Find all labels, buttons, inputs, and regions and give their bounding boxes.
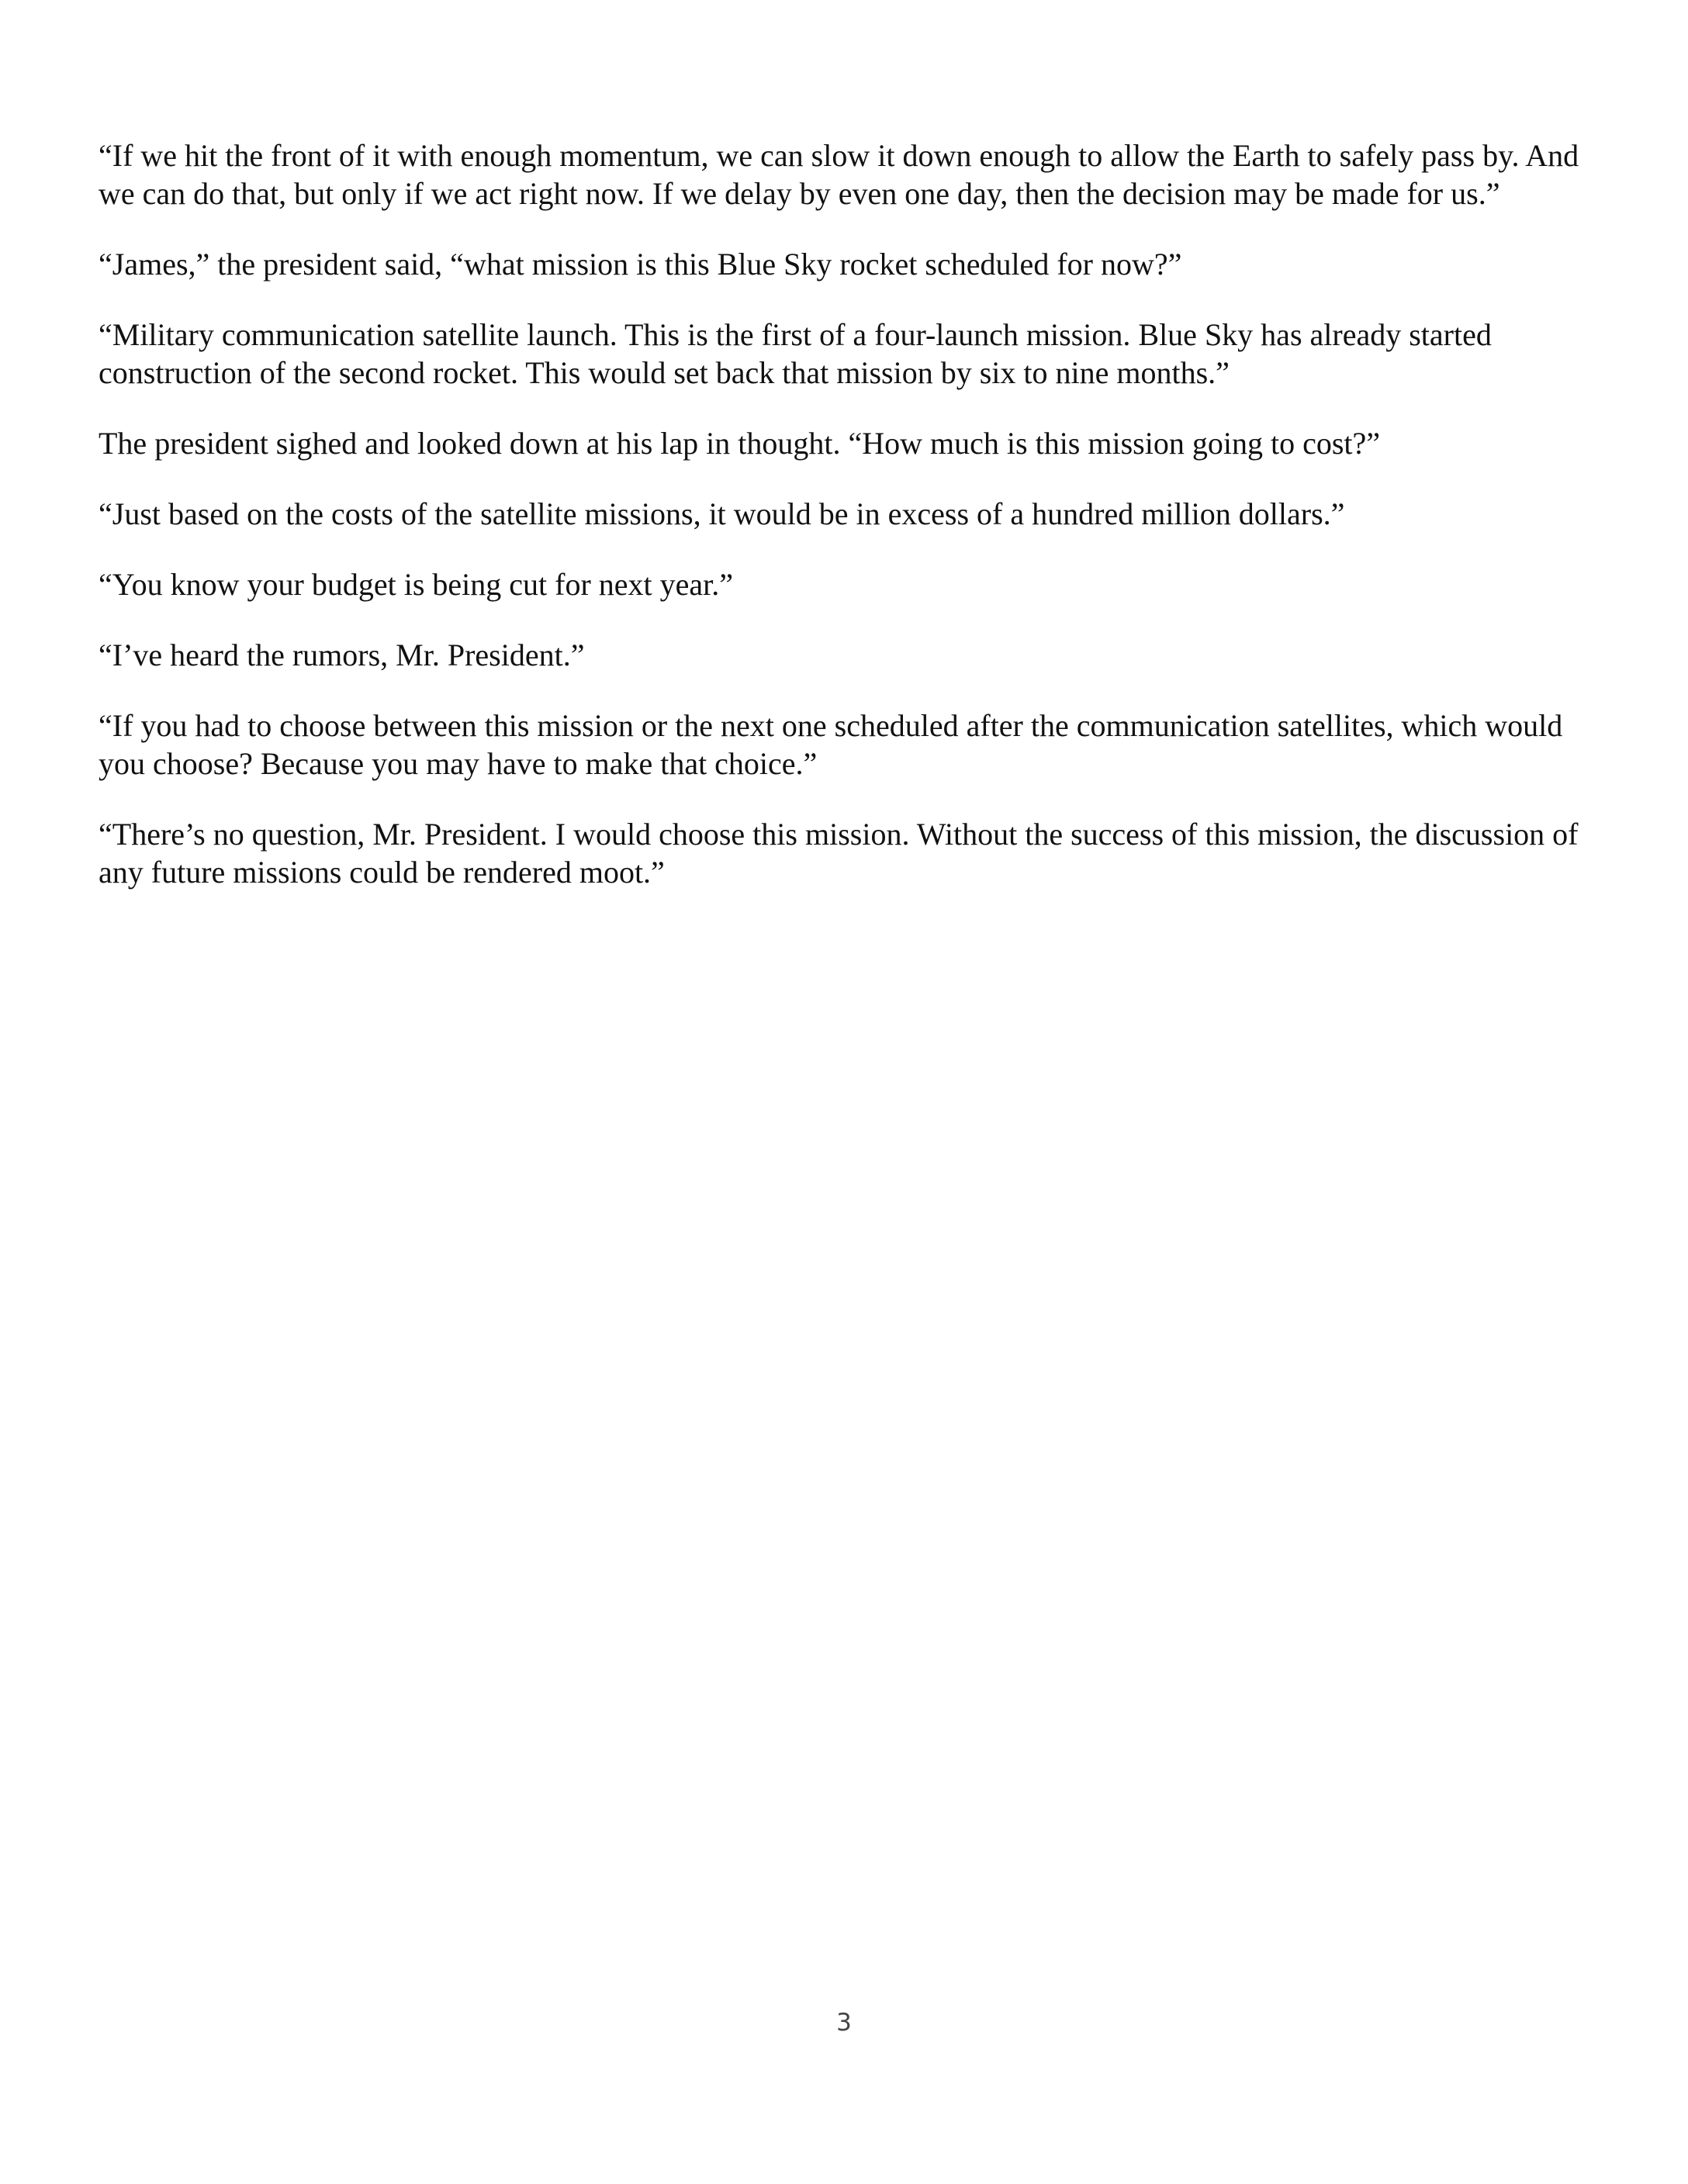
paragraph-3: “Military communication satellite launch. This is the first of a four-launch mission. Blue Sky has already started construction of the second rocket. This would set back that mission by six to nine months.” xyxy=(99,317,1492,390)
paragraph-2: “James,” the president said, “what mission is this Blue Sky rocket scheduled for now?” xyxy=(99,247,1182,282)
paragraph-5: “Just based on the costs of the satellite missions, it would be in excess of a hundred million dollars.” xyxy=(99,496,1345,531)
paragraph-7: “I’ve heard the rumors, Mr. President.” xyxy=(99,638,585,672)
paragraph-1: “If we hit the front of it with enough momentum, we can slow it down enough to allow the Earth to safely pass by. And we can do that, but only if we act right now. If we delay by even one day, then the decision may be made for us.” xyxy=(99,138,1579,211)
paragraph-6: “You know your budget is being cut for next year.” xyxy=(99,567,734,602)
paragraph-4: The president sighed and looked down at his lap in thought. “How much is this mission going to cost?” xyxy=(99,426,1381,461)
paragraph-8: “If you had to choose between this mission or the next one scheduled after the communication satellites, which would you choose? Because you may have to make that choice.” xyxy=(99,708,1563,781)
page-number: 3 xyxy=(836,2009,852,2037)
body-text xyxy=(99,136,1596,924)
paragraph-9: “There’s no question, Mr. President. I would choose this mission. Without the success of this mission, the discussion of any future missions could be rendered moot.” xyxy=(99,817,1579,890)
